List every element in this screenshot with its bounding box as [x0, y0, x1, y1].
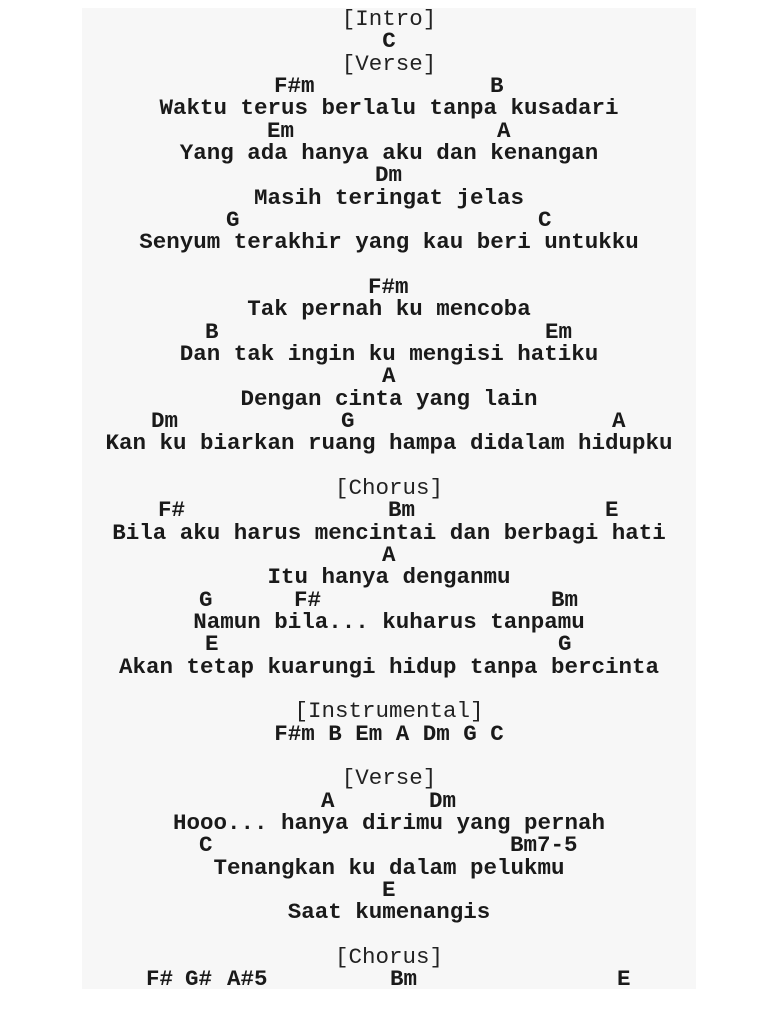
- chord: F#: [294, 586, 322, 613]
- chord-line: [0, 966, 768, 993]
- chord: Em: [545, 318, 573, 345]
- chord: A: [321, 787, 335, 814]
- chord-line: [0, 162, 768, 189]
- chord: E: [382, 876, 396, 903]
- blank-line: [5, 745, 768, 767]
- chord-line: [0, 631, 768, 658]
- chord: C: [538, 206, 552, 233]
- lyric-line: Saat kumenangis: [287, 899, 491, 926]
- chord: Em: [267, 117, 295, 144]
- lyric-line: Tenangkan ku dalam pelukmu: [213, 854, 565, 881]
- chord: F#m: [274, 72, 315, 99]
- chord: Bm: [551, 586, 579, 613]
- chord-line: [0, 72, 768, 99]
- chord: A: [382, 363, 396, 390]
- lyric-line: Akan tetap kuarungi hidup tanpa bercinta: [118, 653, 660, 680]
- section-heading: [Verse]: [341, 50, 437, 77]
- chord-line: [0, 206, 768, 233]
- lyric-line: Dengan cinta yang lain: [240, 385, 538, 412]
- chord-line: C: [382, 28, 396, 55]
- chord: E: [617, 966, 631, 993]
- chord: G: [558, 631, 572, 658]
- chord-line: [0, 497, 768, 524]
- chord-line: [0, 363, 768, 390]
- chord-line: [0, 876, 768, 903]
- lyric-line: Kan ku biarkan ruang hampa didalam hidupku: [105, 430, 673, 457]
- chord: G: [226, 206, 240, 233]
- chord-line: [0, 318, 768, 345]
- section-heading: [Chorus]: [334, 943, 444, 970]
- chord: F#m: [368, 273, 409, 300]
- blank-line: [5, 455, 768, 477]
- lyric-line: Yang ada hanya aku dan kenangan: [179, 139, 599, 166]
- lyric-line: Hooo... hanya dirimu yang pernah: [172, 809, 606, 836]
- section-heading: [Intro]: [341, 6, 437, 32]
- blank-line: [5, 254, 768, 276]
- chord: E: [605, 497, 619, 524]
- blank-line: [5, 924, 768, 946]
- lyric-line: Tak pernah ku mencoba: [247, 296, 531, 323]
- chord: A#5: [227, 966, 268, 993]
- chord: G#: [185, 966, 213, 993]
- chord: F#: [158, 497, 186, 524]
- chord: Dm: [429, 787, 457, 814]
- blank-line: [5, 678, 768, 700]
- chord: G: [199, 586, 213, 613]
- lyric-line: Namun bila... kuharus tanpamu: [193, 608, 585, 635]
- chord: B: [490, 72, 504, 99]
- chord: Bm: [390, 966, 418, 993]
- section-heading: [Chorus]: [334, 474, 444, 501]
- chord-line: [0, 586, 768, 613]
- chord-line: [0, 117, 768, 144]
- chord: A: [612, 407, 626, 434]
- chord: C: [199, 832, 213, 859]
- lyric-line: Waktu terus berlalu tanpa kusadari: [159, 95, 619, 122]
- section-heading: [Instrumental]: [294, 698, 484, 725]
- chord: B: [205, 318, 219, 345]
- chord: Dm: [151, 407, 179, 434]
- chord: Dm: [375, 162, 403, 189]
- chord-line: [0, 407, 768, 434]
- lyric-line: Dan tak ingin ku mengisi hatiku: [179, 340, 599, 367]
- chord: Bm: [388, 497, 416, 524]
- chord: A: [382, 541, 396, 568]
- chord-line: [0, 541, 768, 568]
- chord-line: [0, 273, 768, 300]
- lyric-line: Bila aku harus mencintai dan berbagi hati: [112, 519, 666, 546]
- lyric-line: Senyum terakhir yang kau beri untukku: [139, 229, 639, 256]
- chord: G: [341, 407, 355, 434]
- section-heading: [Verse]: [341, 765, 437, 792]
- chord: F#: [146, 966, 174, 993]
- chord: A: [497, 117, 511, 144]
- chord-line: [0, 832, 768, 859]
- lyric-line: Masih teringat jelas: [253, 184, 525, 211]
- chord: Bm7-5: [510, 832, 578, 859]
- chord: E: [205, 631, 219, 658]
- lyric-line: Itu hanya denganmu: [267, 564, 511, 591]
- chord-line: F#m B Em A Dm G C: [274, 720, 504, 747]
- chord-line: [0, 787, 768, 814]
